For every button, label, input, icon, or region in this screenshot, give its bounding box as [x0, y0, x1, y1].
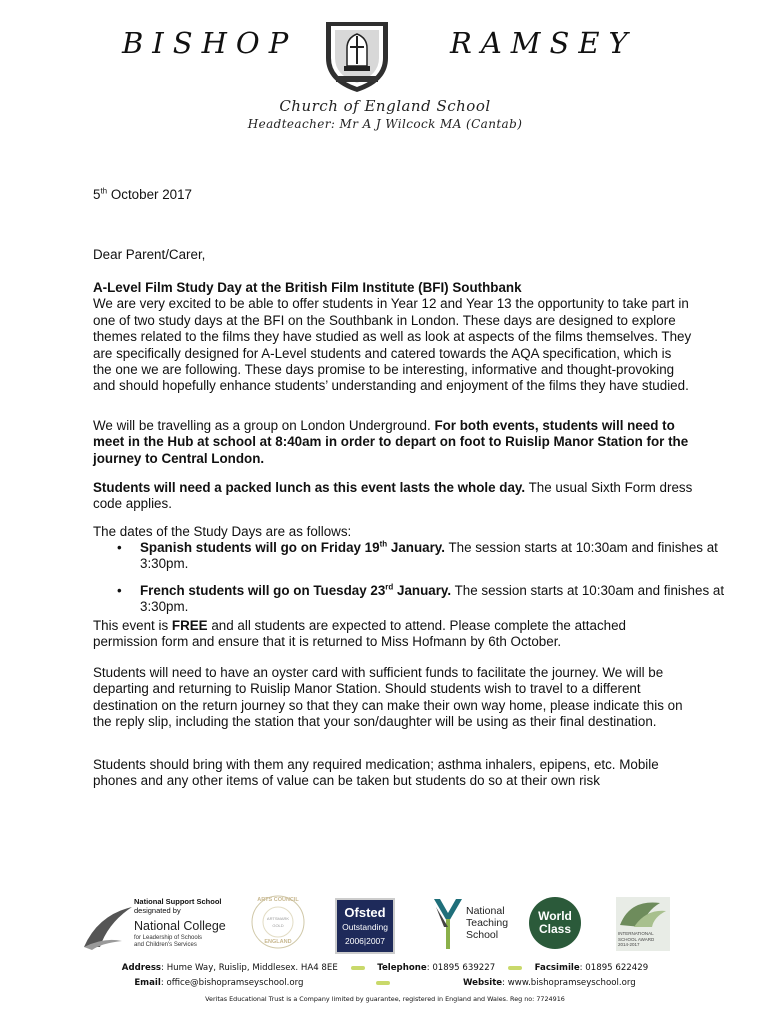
arts-council-logo: ARTS COUNCIL ARTSMARK GOLD ENGLAND [250, 893, 306, 951]
swoosh-icon [82, 903, 134, 951]
paragraph-medication: Students should bring with them any required medication; asthma inhalers, epipens, etc. Mobile phones and any other items of value can be taken but students do so at their own risk [93, 757, 659, 789]
separator [376, 981, 390, 985]
website-link[interactable]: : www.bishopramseyschool.org [502, 978, 636, 988]
national-teaching-school-logo: National Teaching School [432, 897, 512, 951]
school-name-right: RAMSEY [450, 26, 637, 60]
email-link[interactable]: : office@bishopramseyschool.org [160, 978, 304, 988]
letter-date: 5th October 2017 [93, 186, 192, 202]
paragraph-intro: We are very excited to be able to offer students in Year 12 and Year 13 the opportunity to take part in one of two study days at the BFI on the Southbank in London. These days are designed to explore themes related to the films they have studied as well as look at aspects of the films themselves. They are specifically designed for A-Level students and catered towards the AQA specification, which is the one we are following. These days promise to be interesting, informative and thought-provoking and should hopefully enhance students’ understanding and enjoyment of the films they have studied. [93, 296, 692, 394]
footer-contact-line-1: Address: Hume Way, Ruislip, Middlesex. HA4 8EE Telephone: 01895 639227 Facsimile: 01895 622429 [121, 963, 649, 973]
letter-heading: A-Level Film Study Day at the British Film Institute (BFI) Southbank [93, 280, 522, 295]
world-class-logo: World Class [529, 897, 581, 949]
headteacher-line: Headteacher: Mr A J Wilcock MA (Cantab) [247, 117, 523, 131]
globe-swirl-icon [616, 897, 670, 929]
paragraph-free: This event is FREE and all students are expected to attend. Please complete the attached permission form and ensure that it is returned to Miss Hofmann by 6th October. [93, 618, 626, 650]
separator [351, 966, 365, 970]
national-college-logo: National Support School designated by National College for Leadership of Schools and Children's Services [82, 893, 232, 953]
list-item: • Spanish students will go on Friday 19th January. The session starts at 10:30am and finishes at 3:30pm. [140, 540, 740, 573]
paragraph-lunch: Students will need a packed lunch as this event lasts the whole day. The usual Sixth Form dress code applies. [93, 480, 693, 512]
footer-contact-line-2: Email: office@bishopramseyschool.org Website: www.bishopramseyschool.org [134, 978, 636, 988]
separator [508, 966, 522, 970]
ofsted-outstanding-logo: Ofsted Outstanding 2006|2007 [335, 898, 395, 954]
footer-legal: Veritas Educational Trust is a Company limited by guarantee, registered in England and Wales. Reg no: 7724916 [205, 995, 565, 1003]
school-subtitle: Church of England School [279, 97, 491, 115]
study-dates-list [93, 540, 740, 626]
salutation: Dear Parent/Carer, [93, 247, 206, 262]
dates-intro: The dates of the Study Days are as follows: [93, 524, 352, 539]
accreditation-logos [0, 893, 770, 953]
international-school-award-logo: INTERNATIONAL SCHOOL AWARD 2014-2017 [616, 897, 670, 951]
paragraph-travel: We will be travelling as a group on London Underground. For both events, students will need to meet in the Hub at school at 8:40am in order to depart on foot to Ruislip Manor Station for the journey to Central London. [93, 418, 689, 466]
letter-body-intro [93, 280, 693, 395]
list-item: • French students will go on Tuesday 23rd January. The session starts at 10:30am and finishes at 3:30pm. [140, 583, 740, 616]
paragraph-oyster: Students will need to have an oyster card with sufficient funds to facilitate the journey. We will be departing and returning to Ruislip Manor Station. Should students wish to travel to a different destination on the return journey so that they can make their own way home, please indicate this on the reply slip, including the station that your son/daughter will be using as their final destination. [93, 665, 683, 730]
school-name-left: BISHOP [122, 26, 298, 60]
teaching-school-mark-icon [432, 897, 464, 951]
school-crest-icon [322, 18, 392, 94]
